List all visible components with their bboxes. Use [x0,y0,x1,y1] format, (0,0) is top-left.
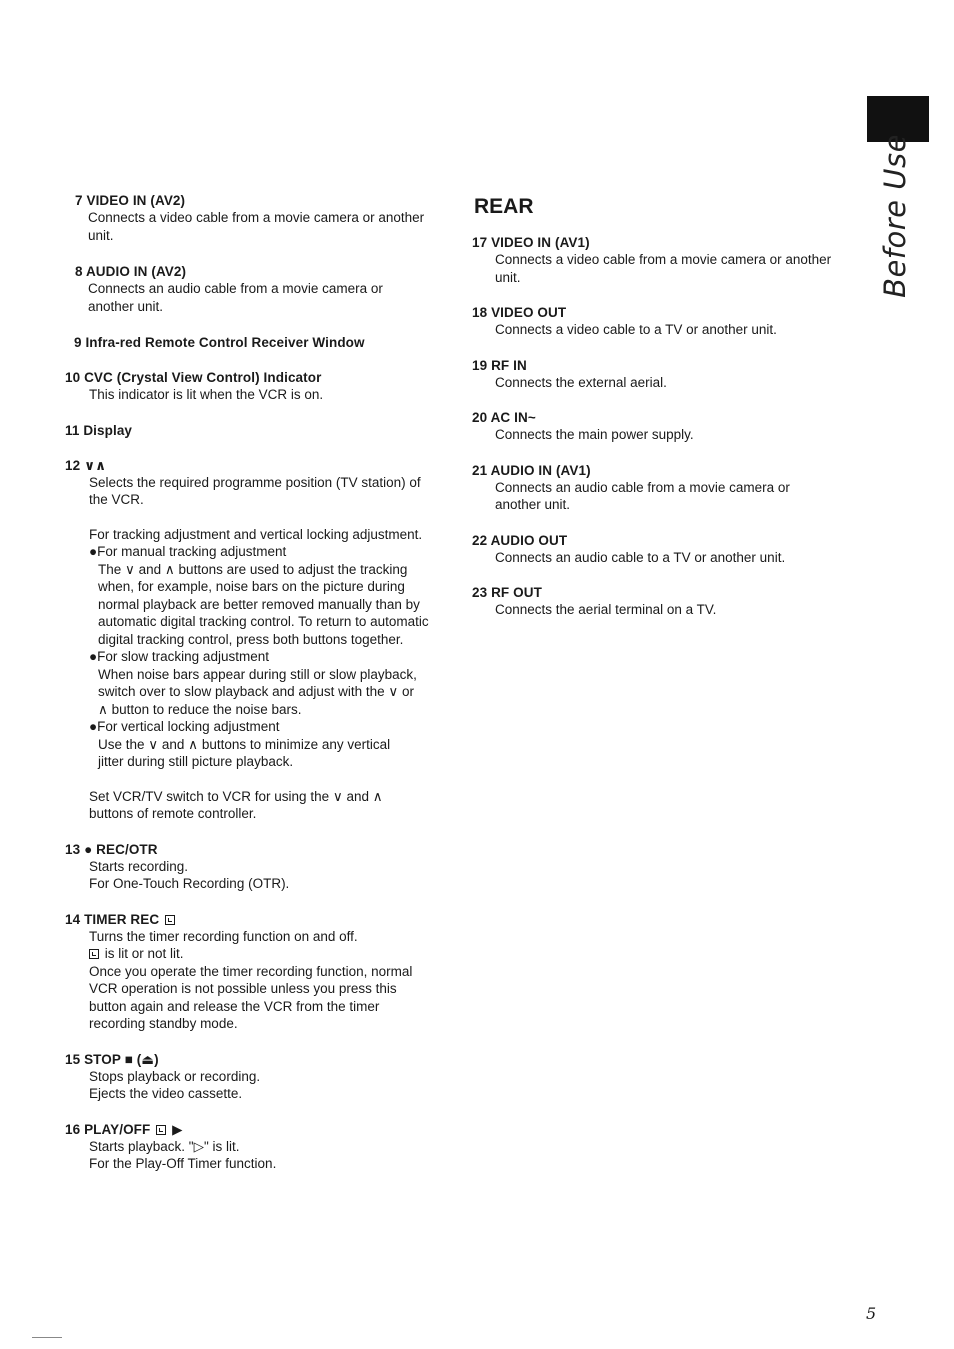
left-column [64,192,456,1173]
item-line: unit. [495,269,521,285]
item-line: Stops playback or recording. [89,1068,261,1084]
item-line: is lit or not lit. [104,946,184,961]
timer-icon [165,915,175,925]
item-body [75,209,456,244]
item-heading: 10 CVC (Crystal View Control) Indicator [65,370,322,385]
item-body [472,374,857,392]
item-body [472,549,857,567]
item-line: Connects an audio cable from a movie camera or [495,479,790,495]
item-11-display [65,422,456,439]
item-line: Connects the external aerial. [495,374,667,390]
item-heading: 8 AUDIO IN (AV2) [75,264,187,279]
bullet-line: The ∨ and ∧ buttons are used to adjust the tracking [98,561,408,577]
rear-section-title: REAR [474,195,534,218]
bullet-vertical-locking-title: ●For vertical locking adjustment [89,719,280,734]
item-line: Starts recording. [89,858,189,874]
item-heading: 7 VIDEO IN (AV2) [75,193,186,208]
item-18-video-out [472,304,857,339]
item-line: Connects the main power supply. [495,427,694,442]
timer-icon [156,1125,166,1135]
item-9-infrared-window [74,334,456,351]
item-15-stop [65,1051,456,1103]
item-line: button again and release the VCR from the timer [89,998,380,1014]
item-heading: 22 AUDIO OUT [472,532,568,548]
item-16-play-off [65,1121,456,1173]
bullet-line: switch over to slow playback and adjust with the ∨ or [98,684,415,699]
up-down-arrows-icon: ∨∧ [84,457,107,473]
item-8-audio-in-av2 [75,263,456,315]
item-body [65,928,456,1033]
page-number: 5 [866,1304,877,1323]
bullet-line: ∧ button to reduce the noise bars. [98,701,302,717]
item-body [75,280,456,315]
item-line: unit. [88,227,114,243]
item-line: For the Play-Off Timer function. [89,1156,277,1171]
timer-icon [89,949,99,959]
item-line: This indicator is lit when the VCR is on. [89,387,324,402]
item-heading: 23 RF OUT [472,585,542,600]
item-heading: 15 STOP ■ (⏏) [65,1051,159,1067]
item-heading: 21 AUDIO IN (AV1) [472,462,591,478]
item-12-up-down-buttons [65,457,456,823]
bullet-line: when, for example, noise bars on the picture during [98,579,405,594]
item-19-rf-in [472,357,857,392]
item-22-audio-out [472,532,857,567]
item-14-timer-rec [65,911,456,1033]
play-icon: ▶ [172,1121,183,1137]
section-tab-label [873,134,917,298]
item-heading: 9 Infra-red Remote Control Receiver Window [74,335,365,350]
item-line-with-icon [89,945,456,963]
bullet-manual-tracking-text [89,561,456,649]
item-line: another unit. [88,298,164,314]
bullet-slow-tracking-title: ●For slow tracking adjustment [89,649,269,664]
item-line: another unit. [495,497,571,512]
item-21-audio-in-av1 [472,462,857,514]
bullet-line: normal playback are better removed manually than by [98,596,420,612]
item-7-video-in-av2 [75,192,456,244]
item-body [65,1138,456,1173]
item-line: Ejects the video cassette. [89,1086,243,1101]
item-body [65,474,456,823]
tracking-intro: For tracking adjustment and vertical locking adjustment. [89,526,423,542]
bullet-line: digital tracking control, press both buttons together. [98,631,404,647]
item-13-rec-otr [65,841,456,893]
item-heading [65,457,456,474]
item-heading: 18 VIDEO OUT [472,305,567,320]
item-20-ac-in [472,409,857,444]
item-line: Starts playback. "▷" is lit. [89,1138,240,1154]
item-heading: 13 ● REC/OTR [65,841,158,857]
item-body [65,858,456,893]
set-switch-note: Set VCR/TV switch to VCR for using the ∨ and ∧ [89,788,383,804]
bullet-line: automatic digital tracking control. To return to automatic [98,614,429,629]
item-heading [65,1121,456,1138]
item-body [65,1068,456,1103]
section-tab-text: Before Use [878,134,913,298]
item-body [472,601,857,619]
item-line: Connects a video cable from a movie camera or another [88,210,425,225]
item-23-rf-out [472,584,857,619]
item-17-video-in-av1 [472,234,857,286]
footer-rule [32,1337,62,1338]
item-line: recording standby mode. [89,1016,238,1031]
item-line: Connects a video cable from a movie camera or another [495,252,832,267]
item-heading: 20 AC IN~ [472,410,536,425]
bullet-line: jitter during still picture playback. [98,754,294,769]
bullet-vertical-locking-text [89,736,456,771]
item-heading: 11 Display [65,422,133,438]
item-number: 12 [65,457,81,473]
bullet-line: Use the ∨ and ∧ buttons to minimize any vertical [98,736,391,752]
item-heading-text: 14 TIMER REC [65,911,160,927]
item-body [472,426,857,444]
item-line: Connects an audio cable to a TV or another unit. [495,549,786,565]
bullet-line: When noise bars appear during still or slow playback, [98,666,417,682]
item-heading-text: 16 PLAY/OFF [65,1121,151,1137]
item-line: VCR operation is not possible unless you press this [89,981,397,996]
item-heading: 19 RF IN [472,357,527,373]
item-line: Selects the required programme position (TV station) of [89,474,421,490]
item-line: For One-Touch Recording (OTR). [89,876,290,891]
item-heading: 17 VIDEO IN (AV1) [472,235,590,250]
item-body [65,386,456,404]
item-10-cvc-indicator [65,369,456,404]
item-body [472,479,857,514]
item-line: Turns the timer recording function on and off. [89,928,358,944]
item-body [472,251,857,286]
right-column [472,194,857,619]
bullet-manual-tracking-title: ●For manual tracking adjustment [89,544,287,559]
item-line: Connects a video cable to a TV or another unit. [495,322,777,337]
item-line: Once you operate the timer recording function, normal [89,963,413,979]
set-switch-note: buttons of remote controller. [89,806,257,821]
item-line: Connects the aerial terminal on a TV. [495,602,717,617]
bullet-slow-tracking-text [89,666,456,719]
item-line: the VCR. [89,492,144,507]
item-body [472,321,857,339]
item-heading [65,911,456,928]
item-line: Connects an audio cable from a movie camera or [88,281,383,296]
